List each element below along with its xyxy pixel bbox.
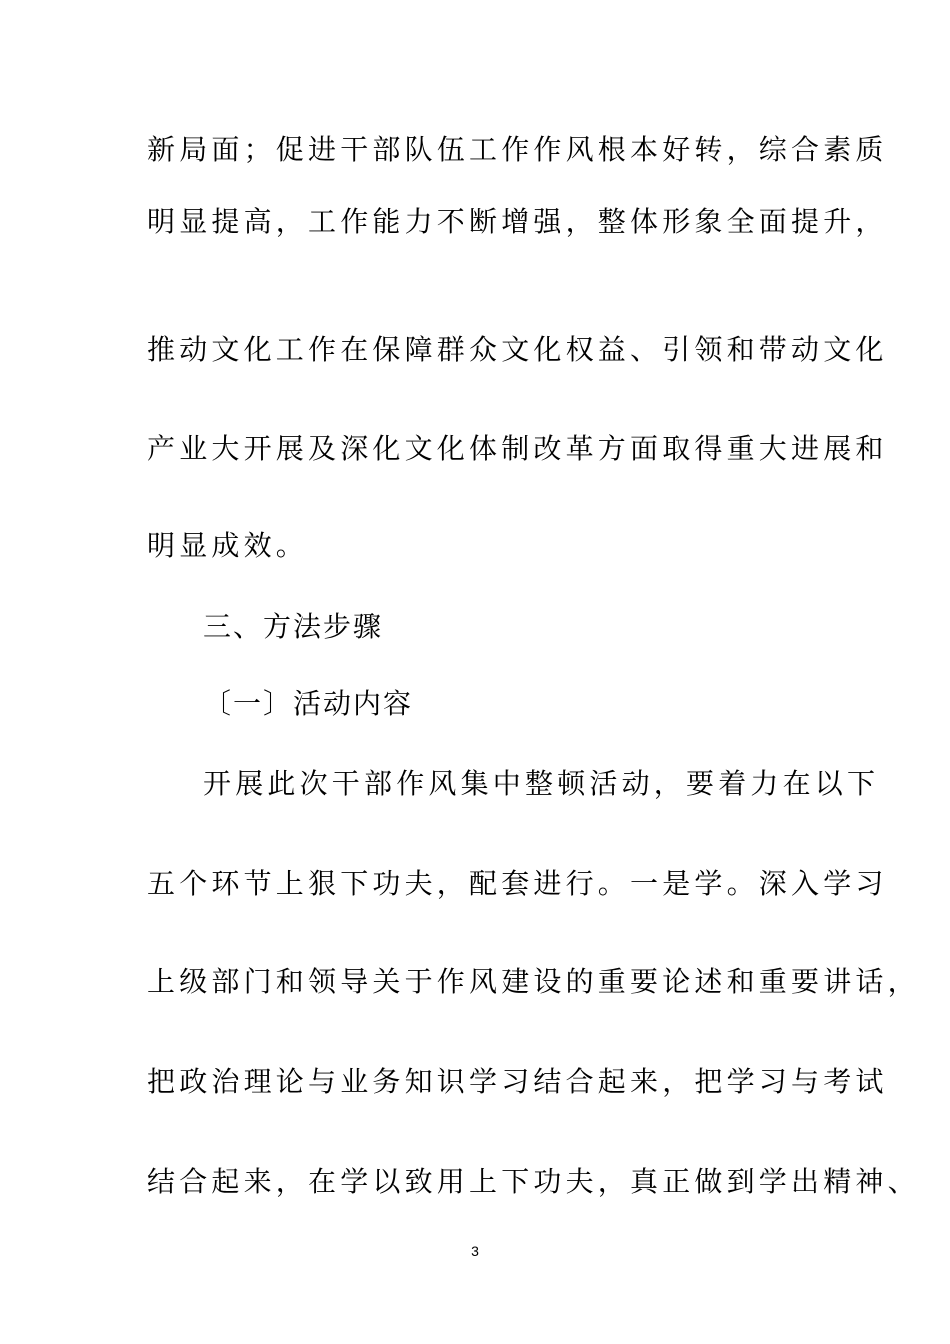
section-heading: 三、方法步骤 (203, 610, 384, 643)
paragraph-line: 上级部门和领导关于作风建设的重要论述和重要讲话， (147, 965, 920, 998)
paragraph-line: 产业大开展及深化文化体制改革方面取得重大进展和 (147, 432, 888, 465)
subsection-heading: 〔一〕活动内容 (203, 687, 414, 720)
paragraph-line: 明显提高，工作能力不断增强，整体形象全面提升， (147, 205, 888, 238)
paragraph-line: 明显成效。 (147, 529, 309, 562)
paragraph-line: 新局面；促进干部队伍工作作风根本好转，综合素质 (147, 133, 888, 166)
paragraph-line: 开展此次干部作风集中整顿活动，要着力在以下 (203, 767, 880, 800)
paragraph-line: 五个环节上狠下功夫，配套进行。一是学。深入学习 (147, 867, 888, 900)
page-number: 3 (471, 1243, 479, 1259)
paragraph-line: 结合起来，在学以致用上下功夫，真正做到学出精神、 (147, 1165, 920, 1198)
paragraph-line: 把政治理论与业务知识学习结合起来，把学习与考试 (147, 1065, 888, 1098)
paragraph-line: 推动文化工作在保障群众文化权益、引领和带动文化 (147, 333, 888, 366)
